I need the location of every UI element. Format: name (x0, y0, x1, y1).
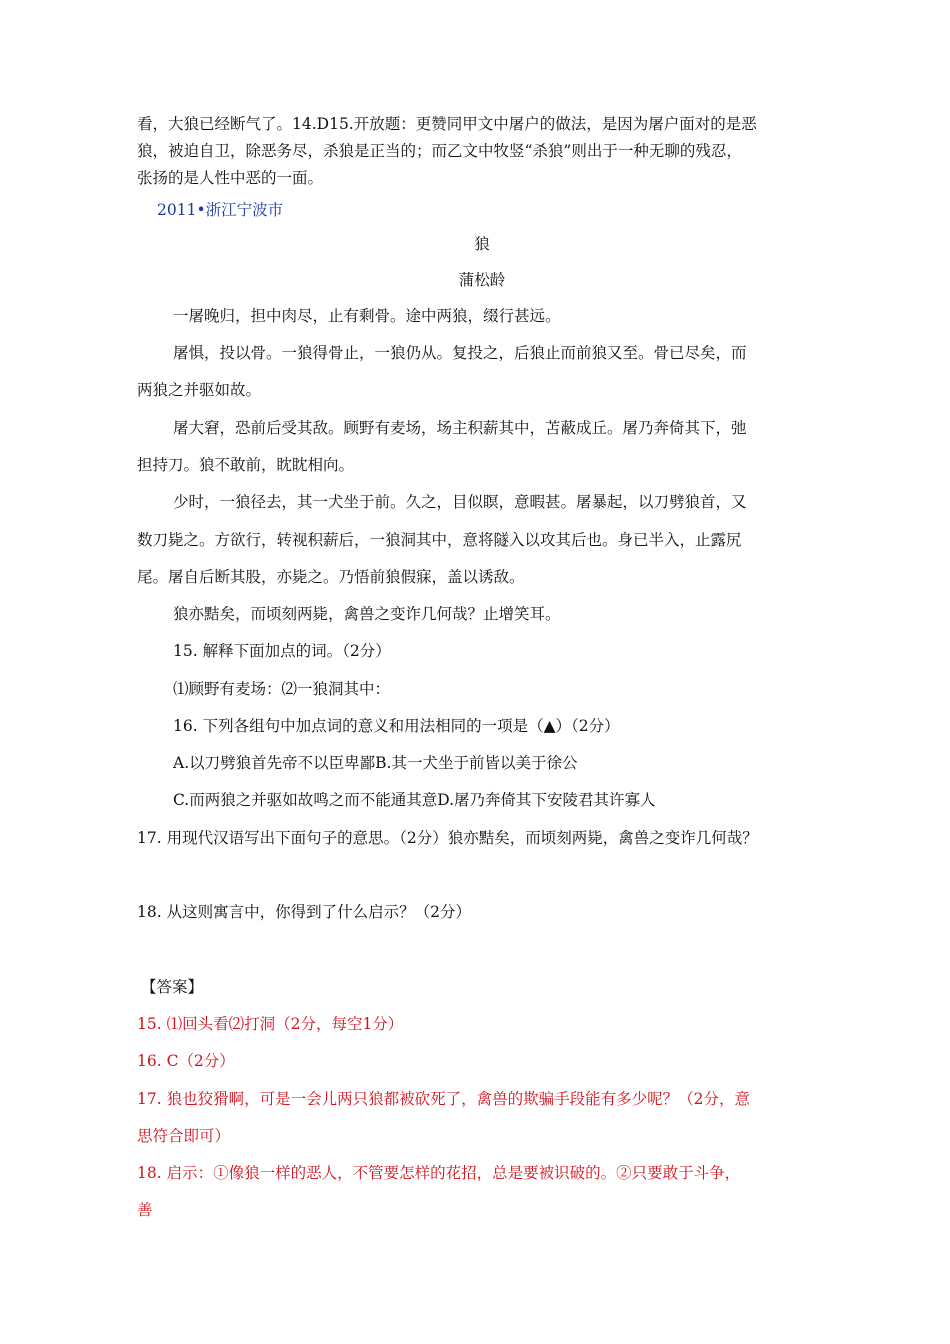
question-16-options-ab: A.以刀劈狼首先帝不以臣卑鄙B.其一犬坐于前皆以美于徐公 (173, 754, 578, 772)
question-16-options-cd: C.而两狼之并驱如故鸣之而不能通其意D.屠乃奔倚其下安陵君其许寡人 (173, 791, 656, 809)
passage-paragraph-4-cont: 数刀毙之。方欲行，转视积薪后，一狼洞其中，意将隧入以攻其后也。身已半入，止露尻 (137, 531, 742, 549)
passage-title: 狼 (474, 235, 490, 253)
passage-paragraph-2: 屠惧，投以骨。一狼得骨止，一狼仍从。复投之，后狼止而前狼又至。骨已尽矣，而 (173, 344, 747, 362)
prev-answer-line-3: 张扬的是人性中恶的一面。 (137, 169, 324, 187)
question-17: 17. 用现代汉语写出下面句子的意思。（2分）狼亦黠矣，而顷刻两毙，禽兽之变诈几何哉？ (137, 829, 758, 847)
passage-paragraph-4-cont2: 尾。屠自后断其股，亦毙之。乃悟前狼假寐，盖以诱敌。 (137, 568, 525, 586)
answer-17: 17. 狼也狡猾啊，可是一会儿两只狼都被砍死了，禽兽的欺骗手段能有多少呢？（2分，意 (137, 1090, 750, 1108)
prev-answer-line-2: 狼，被迫自卫，除恶务尽，杀狼是正当的；而乙文中牧竖“杀狼”则出于一种无聊的残忍， (137, 142, 742, 160)
question-15-items: ⑴顾野有麦场：⑵一狼洞其中： (173, 680, 391, 698)
passage-paragraph-3-cont: 担持刀。狼不敢前，眈眈相向。 (137, 456, 355, 474)
prev-answer-line-1: 看，大狼已经断气了。14.D15.开放题：更赞同甲文中屠户的做法，是因为屠户面对的是恶 (137, 115, 757, 133)
passage-paragraph-5: 狼亦黠矣，而顷刻两毙，禽兽之变诈几何哉？止增笑耳。 (173, 605, 561, 623)
passage-paragraph-1: 一屠晚归，担中肉尽，止有剩骨。途中两狼，缀行甚远。 (173, 307, 561, 325)
answer-18: 18. 启示：①像狼一样的恶人，不管要怎样的花招，总是要被识破的。②只要敢于斗争， (137, 1164, 741, 1182)
passage-paragraph-3: 屠大窘，恐前后受其敌。顾野有麦场，场主积薪其中，苫蔽成丘。屠乃奔倚其下，弛 (173, 419, 747, 437)
answer-label: 【答案】 (141, 978, 204, 996)
question-15: 15. 解释下面加点的词。（2分） (173, 642, 391, 660)
passage-author: 蒲松龄 (458, 271, 506, 289)
answer-17-cont: 思符合即可） (137, 1127, 231, 1145)
question-16: 16. 下列各组句中加点词的意义和用法相同的一项是（▲）（2分） (173, 717, 620, 735)
answer-15: 15. ⑴回头看⑵打洞（2分，每空1分） (137, 1015, 404, 1033)
source-link[interactable]: 2011•浙江宁波市 (157, 201, 284, 219)
passage-paragraph-2-cont: 两狼之并驱如故。 (137, 381, 262, 399)
question-18: 18. 从这则寓言中，你得到了什么启示？（2分） (137, 903, 471, 921)
passage-paragraph-4: 少时，一狼径去，其一犬坐于前。久之，目似瞑，意暇甚。屠暴起，以刀劈狼首，又 (173, 493, 747, 511)
answer-16: 16. C（2分） (137, 1052, 235, 1070)
answer-18-cont: 善 (137, 1201, 153, 1219)
